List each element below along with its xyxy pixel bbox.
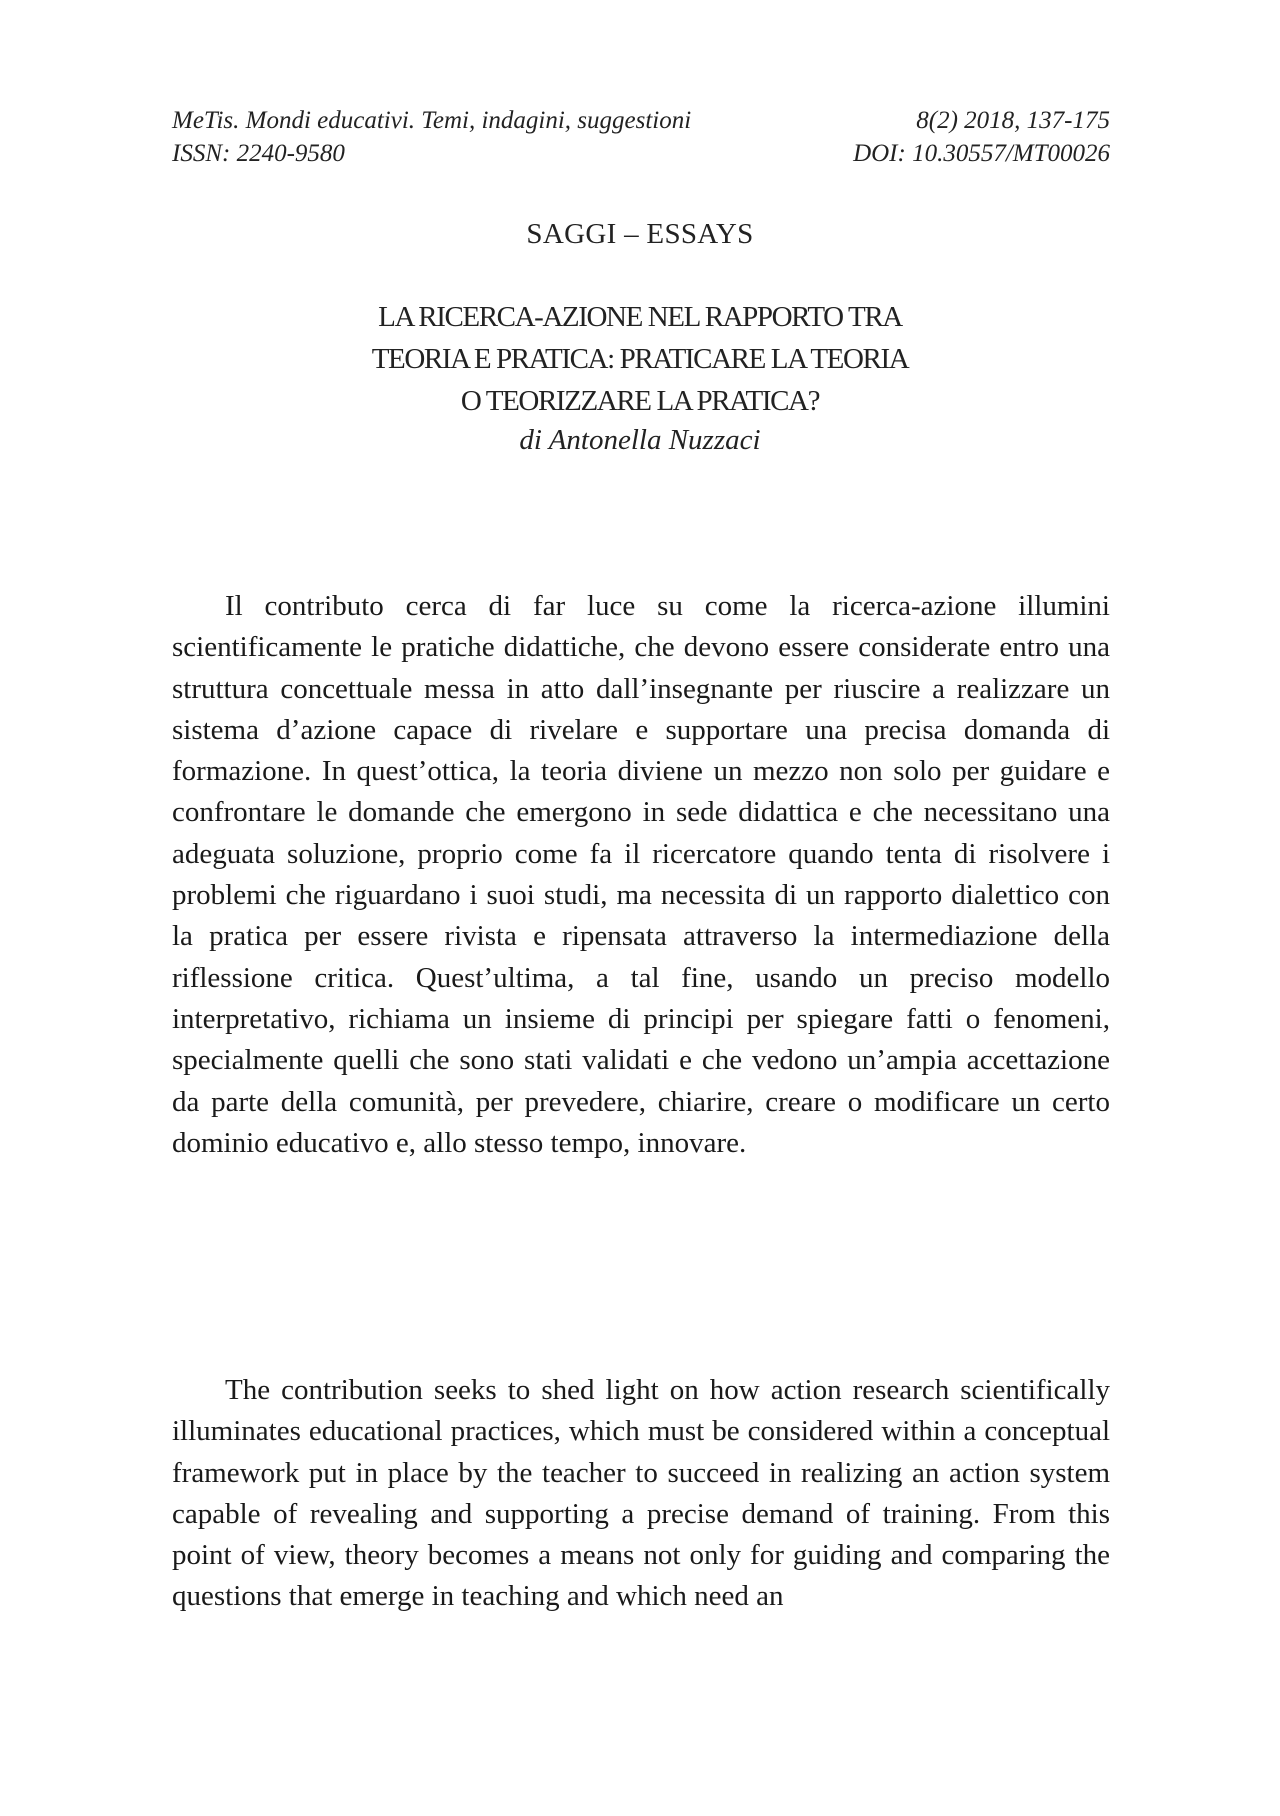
issue-info: 8(2) 2018, 137-175 (916, 107, 1110, 134)
article-title (0, 296, 1280, 422)
title-line: TEORIA E PRATICA: PRATICARE LA TEORIA (371, 343, 909, 375)
author-byline: di Antonella Nuzzaci (519, 424, 761, 456)
journal-name: MeTis. Mondi educativi. Temi, indagini, suggestioni (172, 107, 692, 134)
abstract-english: The contribution seeks to shed light on how action research scientifically illuminates educational practices, which must be considered within a conceptual framework put in place by the teacher to succeed in realizing an action system capable of revealing and supporting a precise demand of training. From this point of view, theory becomes a means not only for guiding and comparing the questions that emerge in teaching and which need an (172, 1374, 1110, 1613)
issn: ISSN: 2240-9580 (172, 140, 345, 167)
header-row-2 (172, 137, 1110, 170)
title-line: O TEORIZZARE LA PRATICA? (460, 385, 820, 417)
header-row-1 (172, 104, 1110, 137)
title-line: LA RICERCA-AZIONE NEL RAPPORTO TRA (378, 301, 902, 333)
running-header (172, 104, 1110, 170)
abstract-italian: Il contributo cerca di far luce su come la ricerca-azione illumini scientificamente le pratiche didattiche, che devono essere considerate entro una struttura concettuale messa in atto dall’insegnante per riuscire a realizzare un sistema d’azione capace di rivelare e supportare una precisa domanda di formazione. In quest’ottica, la teoria diviene un mezzo non solo per guidare e confrontare le domande che emergono in sede didattica e che necessitano una adeguata soluzione, proprio come fa il ricercatore quando tenta di risolvere i problemi che riguardano i suoi studi, ma necessita di un rapporto dialettico con la pratica per essere rivista e ripensata attraverso la intermediazione della riflessione critica. Quest’ultima, a tal fine, usando un preciso modello interpretativo, richiama un insieme di principi per spiegare fatti o fenomeni, specialmente quelli che sono stati validati e che vedono un’ampia accettazione da parte della comunità, per prevedere, chiarire, creare o modificare un certo dominio educativo e, allo stesso tempo, innovare. (172, 590, 1110, 1159)
section-label: SAGGI – ESSAYS (526, 218, 754, 250)
doi: DOI: 10.30557/MT00026 (853, 140, 1110, 167)
